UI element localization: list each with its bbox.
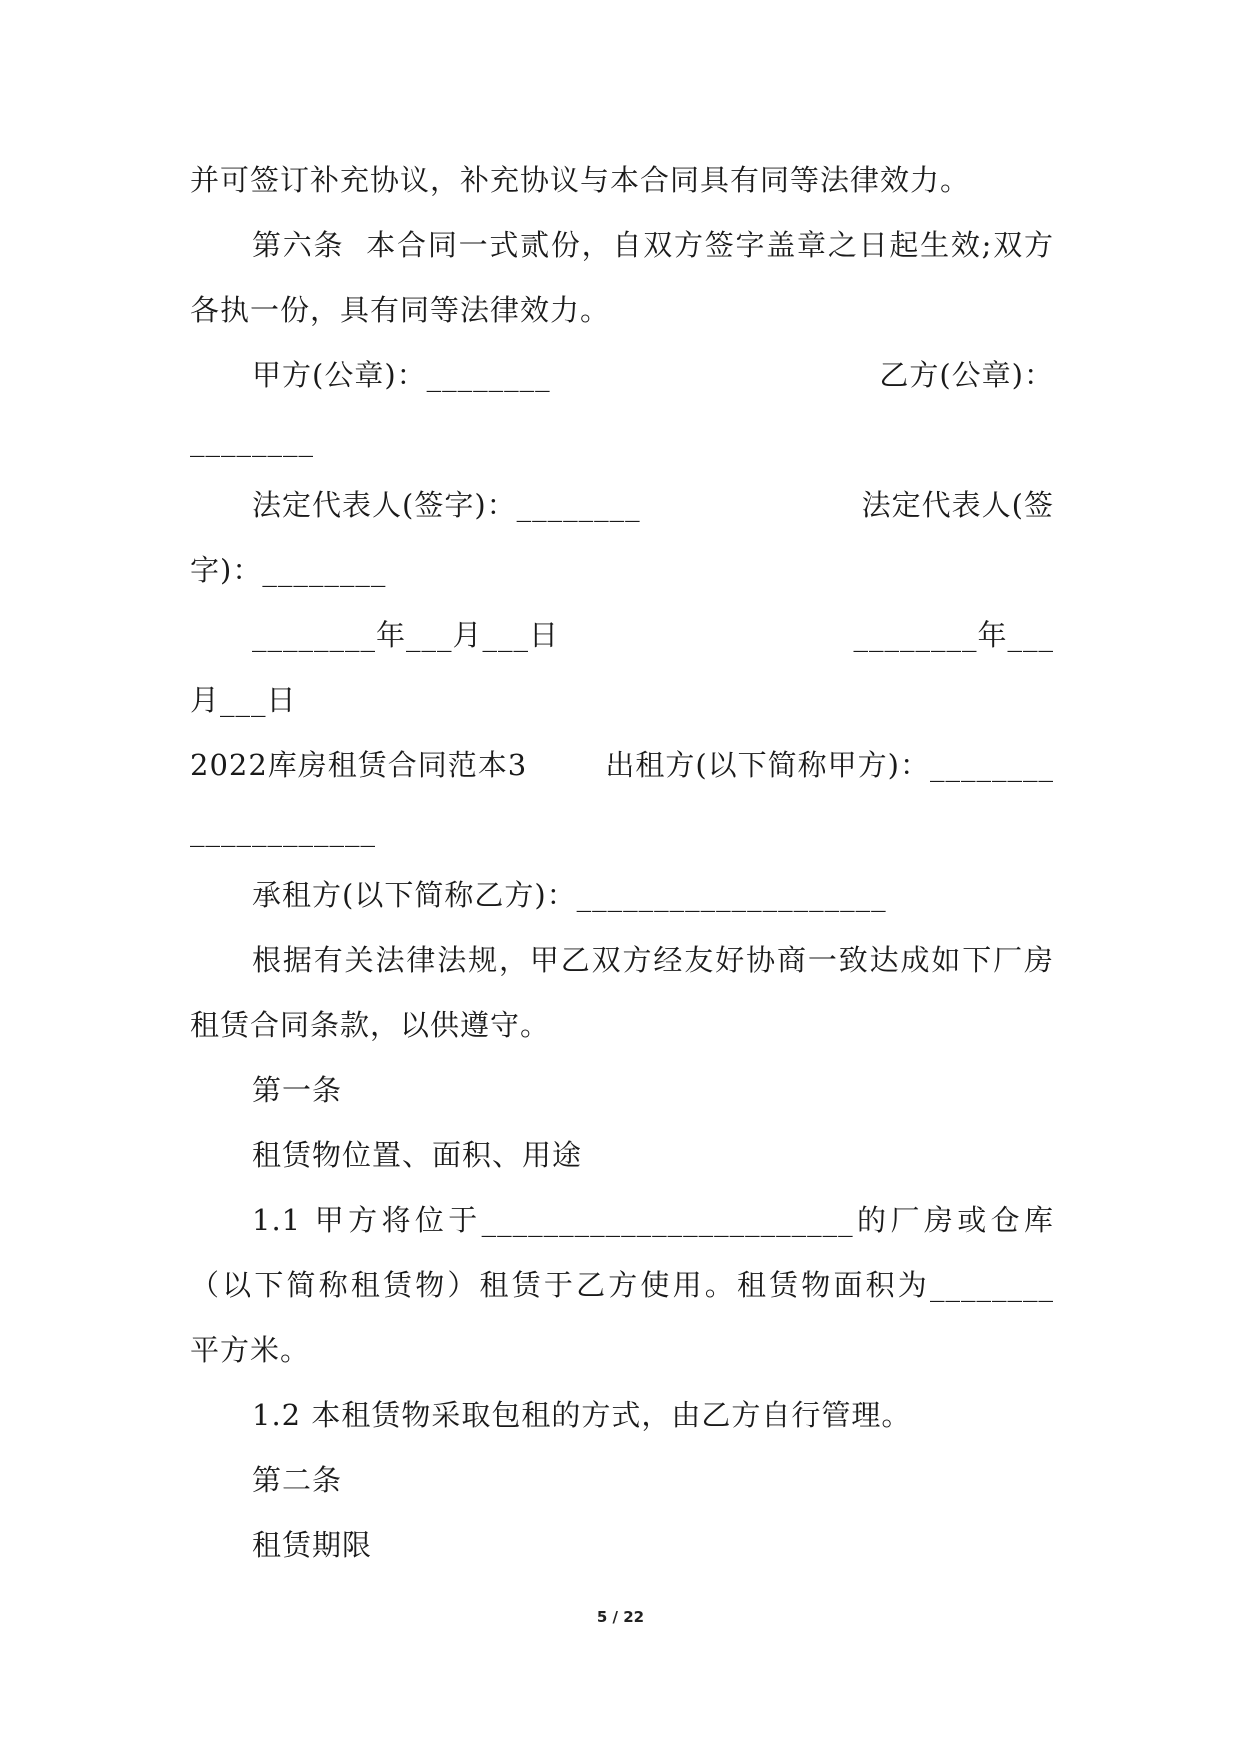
contract-title: 2022库房租赁合同范本3 [190,748,528,782]
page-number: 5 / 22 [596,1608,645,1626]
party-b-representative-cont: 字)：________ [190,553,387,587]
party-b-seal-blank: ________ [190,423,314,457]
clause-1-1-line-3: 平方米。 [190,1333,311,1367]
lessor-blank: ____________ [190,813,376,847]
clause-1-1-line-2: （以下简称租赁物）租赁于乙方使用。租赁物面积为________ [190,1268,1054,1302]
article-one-title: 租赁物位置、面积、用途 [252,1138,583,1172]
article-one-heading: 第一条 [252,1073,343,1107]
article-six-line-1: 第六条 本合同一式贰份，自双方签字盖章之日起生效;双方 [252,228,1054,262]
preamble-line-1: 根据有关法律法规，甲乙双方经友好协商一致达成如下厂房 [252,943,1054,977]
clause-1-1-line-1: 1.1 甲方将位于________________________的厂房或仓库 [252,1203,1054,1237]
party-b-date-cont: 月___日 [190,683,297,717]
article-two-title: 租赁期限 [252,1528,373,1562]
party-a-date: ________年___月___日 [252,618,560,652]
party-b-date: ________年___ [853,618,1054,652]
preamble-line-2: 租赁合同条款，以供遵守。 [190,1008,551,1042]
party-b-seal: 乙方(公章)： [879,358,1054,392]
party-a-seal: 甲方(公章)：________ [252,358,551,392]
paragraph-line: 并可签订补充协议，补充协议与本合同具有同等法律效力。 [190,163,971,197]
article-two-heading: 第二条 [252,1463,343,1497]
lessor-line: 出租方(以下简称甲方)：________ [605,748,1054,782]
clause-1-2: 1.2 本租赁物采取包租的方式，由乙方自行管理。 [252,1398,912,1432]
lessee-line: 承租方(以下简称乙方)：____________________ [252,878,887,912]
party-b-representative: 法定代表人(签 [861,488,1054,522]
party-a-representative: 法定代表人(签字)：________ [252,488,641,522]
article-six-line-2: 各执一份，具有同等法律效力。 [190,293,611,327]
